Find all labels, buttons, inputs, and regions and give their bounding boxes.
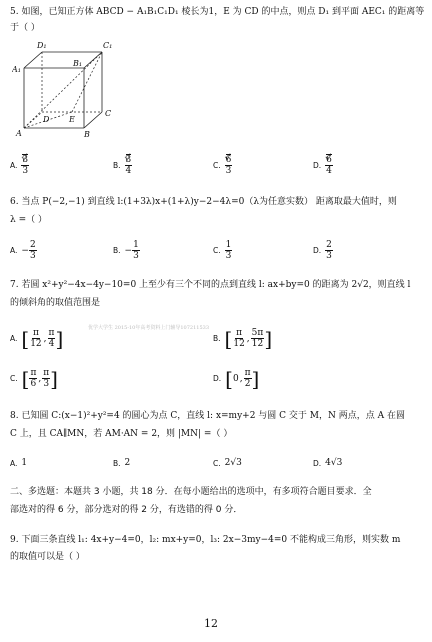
q7-stem-line1: 7. 若圆 x²+y²−4x−4y−10=0 上至少有三个不同的点到直线 l: ax+by=0 的距离为 2√2，则直线 l <box>10 280 411 290</box>
q8-option-a: A. 1 <box>10 458 28 468</box>
section2-line2: 部选对的得 6 分，部分选对的得 2 分，有选错的得 0 分． <box>10 505 243 515</box>
label-a1: A₁ <box>12 65 21 74</box>
edge-a1-d1 <box>24 52 42 68</box>
section2-line1: 二、多选题：本题共 3 小题，共 18 分．在每小题给出的选项中，有多项符合题目要求．全 <box>10 487 372 497</box>
label-d: D <box>43 115 50 124</box>
watermark-text: 优学大学生 2015-10年高考资料上门辅导107211533 <box>88 325 209 331</box>
q8-option-b: B. 2 <box>113 458 131 468</box>
label-b1: B₁ <box>73 59 83 68</box>
q7-option-a: A. [ $\frac{\pi}{12}$ , $\frac{\pi}{4}$ ] <box>10 326 64 351</box>
q5-option-a: A. √ $\frac{3}{3}$ <box>10 155 29 176</box>
label-e: E <box>69 115 75 124</box>
q6-option-c: C. $\frac{1}{3}$ <box>213 240 232 261</box>
q5-stem-line2: 于（ ） <box>10 23 40 33</box>
label-c: C <box>105 109 112 118</box>
q8-option-d: D. 4√3 <box>313 458 343 468</box>
q5-option-b: B. √ $\frac{3}{4}$ <box>113 155 132 176</box>
q7-option-c: C. [ $\frac{\pi}{6}$ , $\frac{\pi}{3}$ ] <box>10 366 58 391</box>
q8-stem-line1: 8. 已知圆 C:(x−1)²+y²=4 的圆心为点 C，直线 l: x=my+2 与圆 C 交于 M，N 两点，点 A 在圆 <box>10 411 405 421</box>
edge-b-c <box>84 112 102 128</box>
q6-option-a: A. − $\frac{2}{3}$ <box>10 240 36 261</box>
q6-stem-line2: λ =（ ） <box>10 215 47 225</box>
label-a: A <box>16 129 22 138</box>
cube-figure <box>12 38 122 138</box>
label-d1: D₁ <box>37 41 47 50</box>
q9-stem-line2: 的取值可以是（ ） <box>10 552 85 562</box>
q7-option-b: B. [ $\frac{\pi}{12}$ , $\frac{5\pi}{12}$ ] <box>213 326 273 351</box>
q6-option-d: D. $\frac{2}{3}$ <box>313 240 332 261</box>
q6-option-b: B. − $\frac{1}{3}$ <box>113 240 139 261</box>
q7-option-d: D. [ 0 , $\frac{\pi}{2}$ ] <box>213 366 260 391</box>
q8-option-c: C. 2√3 <box>213 458 242 468</box>
label-b: B <box>84 130 90 138</box>
edge-a-d <box>24 112 42 128</box>
q8-stem-line2: C 上，且 CA∥MN，若 AM·AN = 2，则 |MN| =（ ） <box>10 429 233 439</box>
q5-option-c: C. √ $\frac{6}{3}$ <box>213 155 232 176</box>
q7-stem-line2: 的倾斜角的取值范围是 <box>10 298 101 308</box>
label-c1: C₁ <box>103 41 113 50</box>
q9-stem-line1: 9. 下面三条直线 l₁: 4x+y−4=0，l₂: mx+y=0，l₃: 2x−3my−4=0 不能构成三角形，则实数 m <box>10 535 401 545</box>
q5-option-d: D. √ $\frac{6}{4}$ <box>313 155 333 176</box>
segment-a-c1 <box>24 52 102 128</box>
q5-stem-line1: 5. 如图，已知正方体 ABCD − A₁B₁C₁D₁ 棱长为1，E 为 CD 的中点，则点 D₁ 到平面 AEC₁ 的距离等 <box>10 7 425 17</box>
page-number: 12 <box>204 617 218 630</box>
q6-stem-line1: 6. 当点 P(−2,−1) 到直线 l:(1+3λ)x+(1+λ)y−2−4λ=0（λ为任意实数） 距离取最大值时，则 <box>10 197 397 207</box>
